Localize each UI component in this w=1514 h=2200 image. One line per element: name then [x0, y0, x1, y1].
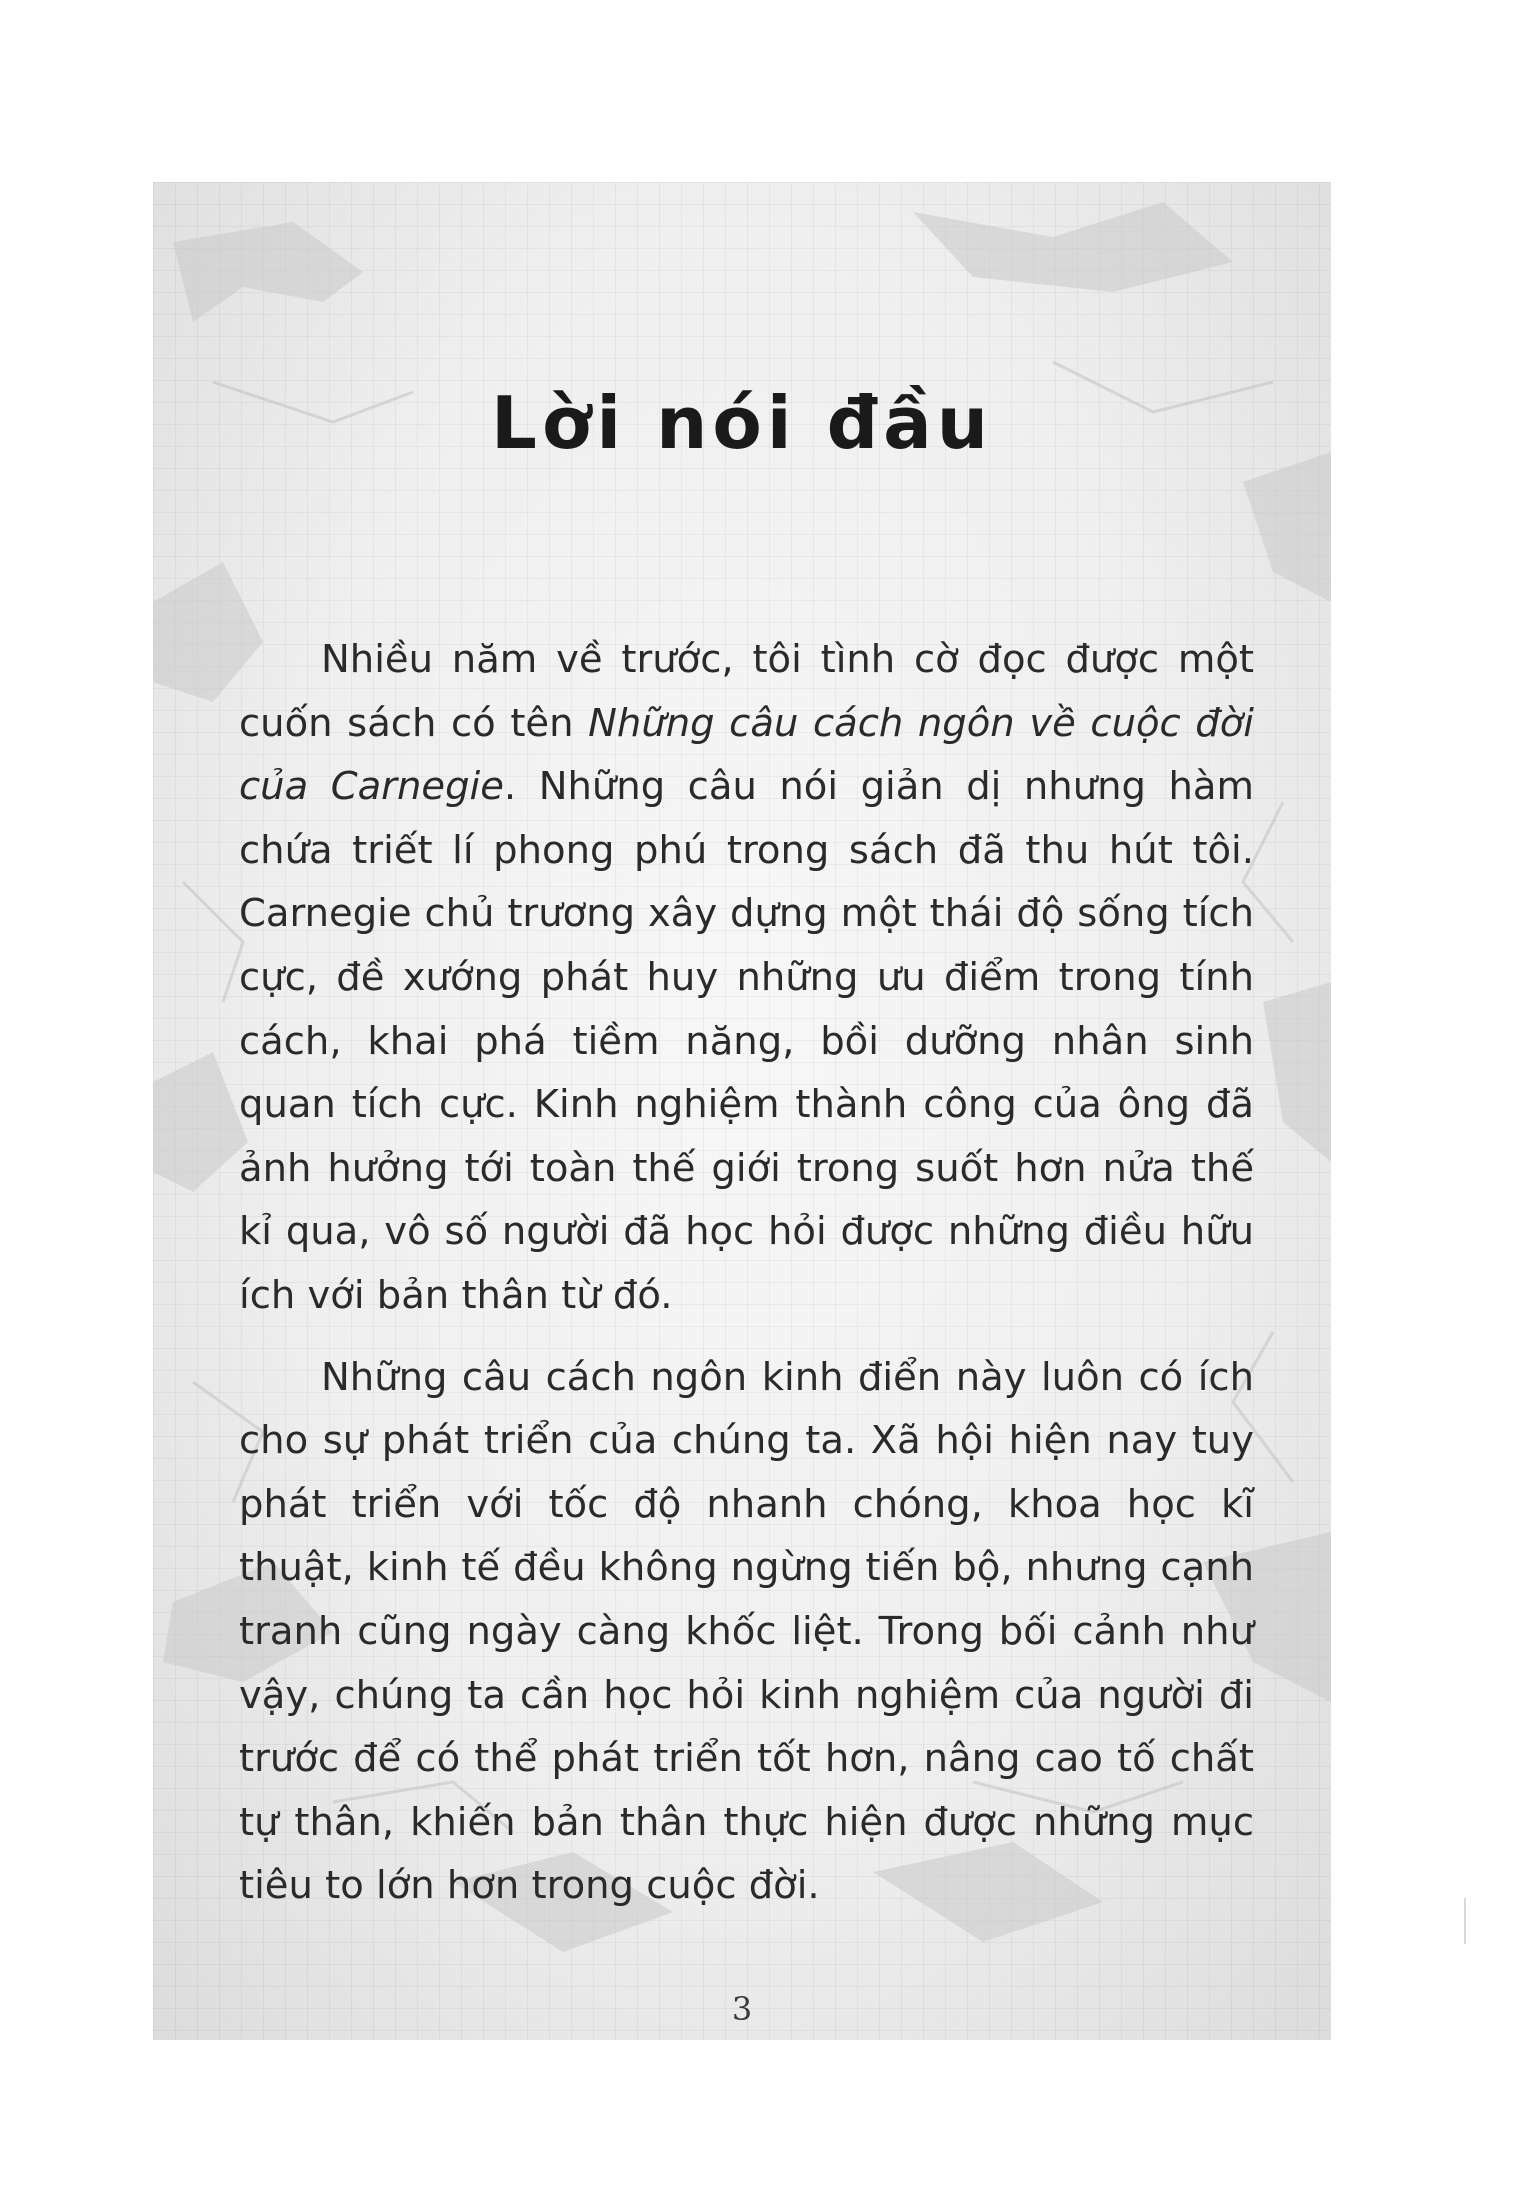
- page-edge-mark: [1464, 1898, 1466, 1944]
- paragraph-2: Những câu cách ngôn kinh điển này luôn có ích cho sự phát triển của chúng ta. Xã hội hiện nay tuy phát triển với tốc độ nhanh chóng, khoa học kĩ thuật, kinh tế đều không ngừng tiến bộ, nhưng cạnh tranh cũng ngày càng khốc liệt. Trong bối cảnh như vậy, chúng ta cần học hỏi kinh nghiệm của người đi trước để có thể phát triển tốt hơn, nâng cao tố chất tự thân, khiến bản thân thực hiện được những mục tiêu to lớn hơn trong cuộc đời.: [239, 1354, 1254, 1909]
- paragraph-1-after: . Những câu nói giản dị nhưng hàm chứa triết lí phong phú trong sách đã thu hút tôi. Carnegie chủ trương xây dựng một thái độ sống tích cực, đề xướng phát huy những ưu điểm trong tính cách, khai phá tiềm năng, bồi dưỡng nhân sinh quan tích cực. Kinh nghiệm thành công của ông đã ảnh hưởng tới toàn thế giới trong suốt hơn nửa thế kỉ qua, vô số người đã học hỏi được những điều hữu ích với bản thân từ đó.: [239, 764, 1254, 1318]
- paragraph-1: [239, 628, 1254, 1328]
- page-number: 3: [731, 1990, 753, 2028]
- page-title: Lời nói đầu: [491, 381, 993, 465]
- page-panel: [153, 182, 1331, 2040]
- book-title: Những câu cách ngôn về cuộc đời của Carnegie: [239, 700, 1254, 810]
- body-text: [239, 628, 1254, 1936]
- paragraph-1-before: Nhiều năm về trước, tôi tình cờ đọc được một cuốn sách có tên: [239, 637, 1254, 746]
